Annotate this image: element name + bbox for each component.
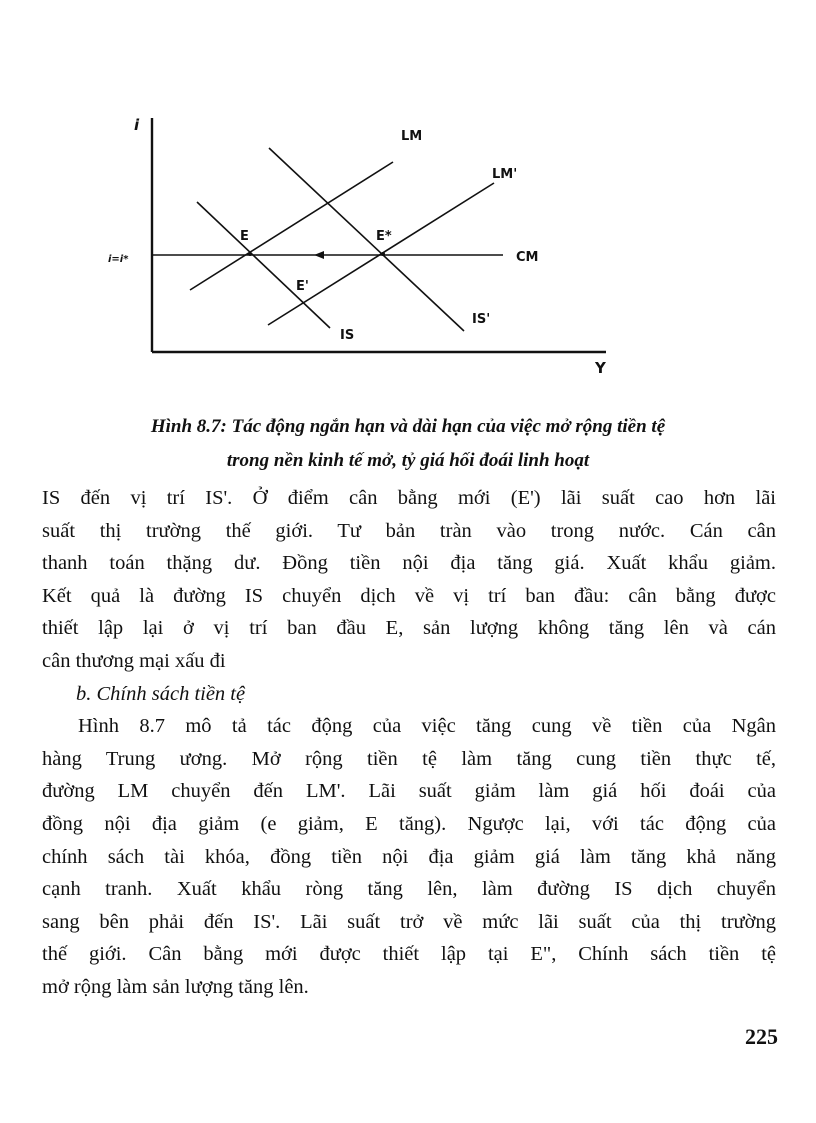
text-line: thế giới. Cân bằng mới được thiết lập tại E", Chính sách tiền tệ [42,943,776,966]
text-line: hàng Trung ương. Mở rộng tiền tệ làm tăng cung tiền thực tế, [42,747,776,770]
text-line: đồng nội địa giảm (e giảm, E tăng). Ngược lại, với tác động của [42,812,776,835]
lm-prime-label: LM' [492,167,518,182]
text-line: chính sách tài khóa, đồng tiền nội địa giảm giá làm tăng khả năng [42,845,776,868]
is-curve [197,202,330,328]
y-axis-label: i [134,116,140,134]
caption-line-1: Hình 8.7: Tác động ngắn hạn và dài hạn của việc mở rộng tiền tệ [150,416,666,437]
text-line: Hình 8.7 mô tả tác động của việc tăng cung về tiền của Ngân [78,715,776,738]
text-line: đường LM chuyển đến LM'. Lãi suất giảm làm giá hối đoái của [42,780,776,803]
figure-caption [0,410,816,478]
text-line: thanh toán thặng dư. Đồng tiền nội địa tăng giá. Xuất khẩu giảm. [42,552,776,575]
point-e-star-dot [381,252,385,256]
is-lm-diagram [0,0,816,400]
page-number: 225 [745,1024,778,1049]
is-prime-curve [269,148,464,331]
section-heading: b. Chính sách tiền tệ [76,682,246,705]
text-line: thiết lập lại ở vị trí ban đầu E, sản lượng không tăng lên và cán [42,617,776,640]
arrow-left-icon [314,251,324,259]
is-label: IS [340,328,355,343]
interest-rate-label: i=i* [108,254,129,265]
cm-label: CM [516,250,539,265]
lm-label: LM [401,129,423,144]
text-line: mở rộng làm sản lượng tăng lên. [42,975,309,998]
point-e-label: E [240,229,249,244]
text-line: cạnh tranh. Xuất khẩu ròng tăng lên, làm đường IS dịch chuyển [42,878,776,901]
x-axis-label: Y [595,359,606,377]
text-line: cân thương mại xấu đi [42,649,226,672]
point-e-star-label: E* [376,229,392,244]
lm-curve [190,162,393,290]
point-e-prime-label: E' [296,279,309,294]
caption-line-2: trong nền kinh tế mở, tỷ giá hối đoái linh hoạt [226,450,590,471]
text-line: Kết quả là đường IS chuyển dịch về vị trí ban đầu: cân bằng được [42,584,776,607]
point-e-dot [248,252,252,256]
paragraph-1 [42,482,776,1004]
text-line: IS đến vị trí IS'. Ở điểm cân bằng mới (E') lãi suất cao hơn lãi [42,487,776,509]
text-line: suất thị trường thế giới. Tư bản tràn vào trong nước. Cán cân [42,519,776,542]
is-prime-label: IS' [472,312,491,327]
text-line: sang bên phải đến IS'. Lãi suất trở về mức lãi suất của thị trường [42,910,776,933]
